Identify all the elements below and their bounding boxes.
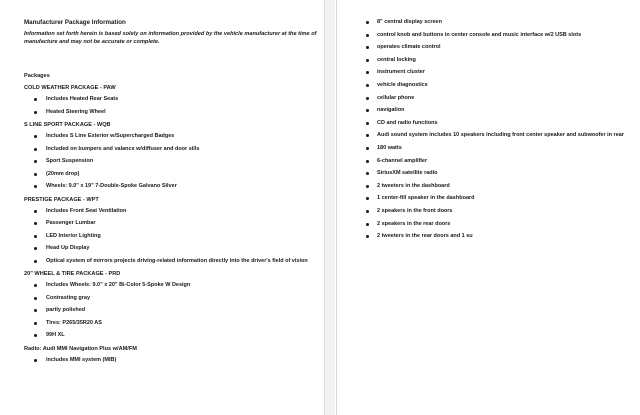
right-page-content [363,19,639,246]
bullet-icon [366,147,369,150]
bullet-icon [366,197,369,200]
list-item: instrument cluster [363,69,639,76]
list-item: SiriusXM satellite radio [363,170,639,177]
list-item: operates climate control [363,44,639,51]
package-items-prestige [24,208,320,265]
bullet-icon [34,160,37,163]
list-item: control knob and buttons in center console and music interface w/2 USB slots [363,32,639,39]
list-item: CD and radio functions [363,120,639,127]
bullet-icon [366,46,369,49]
bullet-icon [366,34,369,37]
package-name-s-line: S LINE SPORT PACKAGE - WQB [24,122,111,128]
bullet-icon [366,172,369,175]
bullet-icon [366,134,369,137]
package-items-s-line [24,133,320,190]
list-item: 2 speakers in the front doors [363,208,639,215]
bullet-icon [34,135,37,138]
package-name-wheel-tire: 20" WHEEL & TIRE PACKAGE - PRD [24,271,121,277]
bullet-icon [34,309,37,312]
bullet-icon [34,98,37,101]
right-page [336,0,640,415]
bullet-icon [34,359,37,362]
list-item: cellular phone [363,95,639,102]
list-item: Tires: P265/35R20 AS [24,320,320,327]
bullet-icon [34,235,37,238]
bullet-icon [366,235,369,238]
bullet-icon [366,97,369,100]
list-item: 2 tweeters in the dashboard [363,183,639,190]
list-item: Contrasting gray [24,295,320,302]
list-item: Includes Front Seat Ventilation [24,208,320,215]
list-item: (20mm drop) [24,171,320,178]
bullet-icon [34,284,37,287]
bullet-icon [34,111,37,114]
list-item: Includes Wheels: 9.0" x 20" Bi-Color 5-Spoke W Design [24,282,320,289]
package-name-prestige: PRESTIGE PACKAGE - WPT [24,196,99,203]
list-item: Sport Suspension [24,158,320,165]
list-item: Wheels: 9.0" x 19" 7-Double-Spoke Galvano Silver [24,183,320,190]
list-item: LED Interior Lighting [24,233,320,240]
bullet-icon [34,297,37,300]
bullet-icon [34,334,37,337]
bullet-icon [34,322,37,325]
bullet-icon [34,247,37,250]
bullet-icon [34,148,37,151]
list-item: 6-channel amplifier [363,158,639,165]
list-item: 99H XL [24,332,320,339]
document-title: Manufacturer Package Information [24,19,126,26]
bullet-icon [34,173,37,176]
package-name-radio: Radio: Audi MMI Navigation Plus w/AM/FM [24,345,137,352]
list-item: Heated Steering Wheel [24,109,320,116]
page-gutter [325,0,335,415]
bullet-icon [366,122,369,125]
list-item: central locking [363,57,639,64]
list-item: Includes Heated Rear Seats [24,96,320,103]
left-page-content [24,19,320,369]
list-item: navigation [363,107,639,114]
bullet-icon [366,59,369,62]
bullet-icon [366,109,369,112]
bullet-icon [34,260,37,263]
list-item: Audi sound system includes 10 speakers including front center speaker and subwoofer in rear [363,132,639,139]
bullet-icon [366,210,369,213]
bullet-icon [366,21,369,24]
disclaimer-text: Information set forth herein is based solely on information provided by the vehicle manufacturer at the time of manufacture and may not be accurate or complete. [24,31,317,45]
bullet-icon [366,71,369,74]
list-item: Head Up Display [24,245,320,252]
list-item: 180 watts [363,145,639,152]
list-item: 8" central display screen [363,19,639,26]
package-items-wheel-tire [24,282,320,339]
list-item: partly polished [24,307,320,314]
list-item: Includes S Line Exterior w/Supercharged Badges [24,133,320,140]
bullet-icon [366,160,369,163]
list-item: 1 center-fill speaker in the dashboard [363,195,639,202]
list-item: Optical system of mirrors projects driving-related information directly into the driver's field of vision [24,258,320,265]
package-name-cold-weather: COLD WEATHER PACKAGE - PAW [24,85,116,91]
list-item: vehicle diagnostics [363,82,639,89]
radio-feature-list [363,19,639,240]
packages-heading: Packages [24,73,50,79]
bullet-icon [366,185,369,188]
bullet-icon [34,185,37,188]
list-item: 2 tweeters in the rear doors and 1 su [363,233,639,240]
list-item: includes MMI system (MIB) [24,357,320,364]
bullet-icon [366,84,369,87]
package-items-radio [24,357,320,364]
bullet-icon [366,223,369,226]
list-item: 2 speakers in the rear doors [363,221,639,228]
bullet-icon [34,222,37,225]
package-items-cold-weather [24,96,320,116]
list-item: Included on bumpers and valance w/diffuser and door sills [24,146,320,153]
list-item: Passenger Lumbar [24,220,320,227]
bullet-icon [34,210,37,213]
